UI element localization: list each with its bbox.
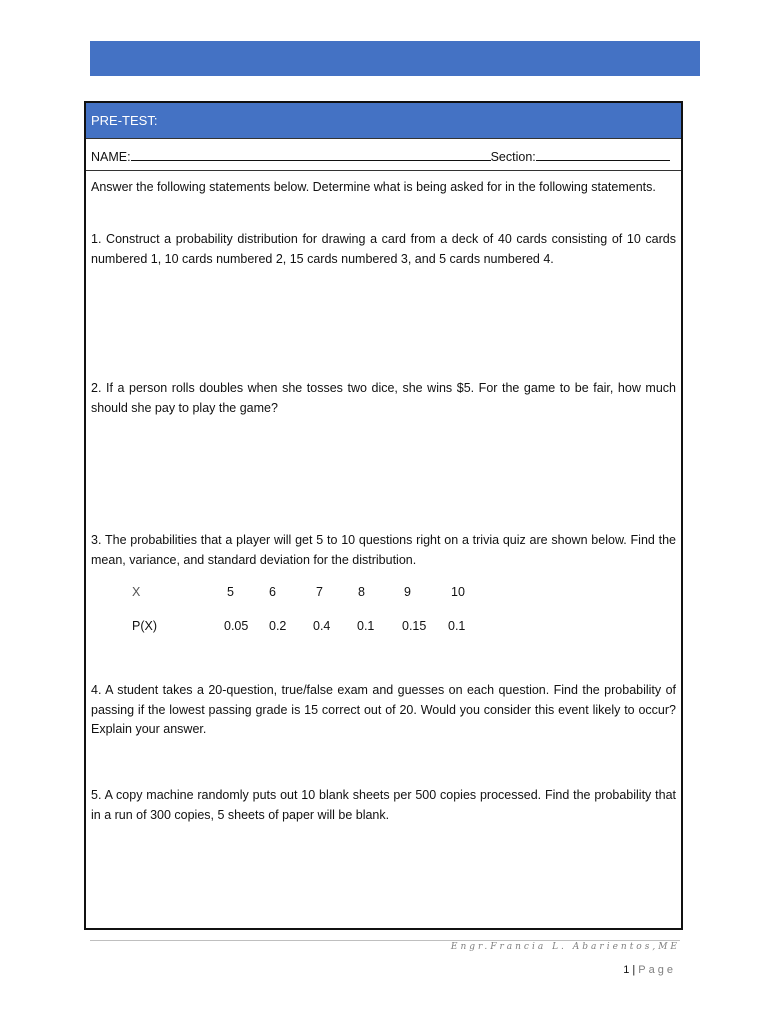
p-value: 0.1 [357, 619, 375, 633]
instructions-block [91, 178, 676, 198]
question-text: 3. The probabilities that a player will get 5 to 10 questions right on a trivia quiz are shown below. Find the mean, variance, and standard deviation for the distribution. [91, 533, 676, 567]
question-2 [91, 379, 676, 418]
top-banner [90, 41, 700, 76]
footer-page-number [623, 964, 676, 976]
question-3 [91, 531, 676, 570]
px-label: P(X) [132, 619, 157, 633]
page-separator: | [632, 964, 636, 976]
question-text: 2. If a person rolls doubles when she tosses two dice, she wins $5. For the game to be fair, how much should she pay to play the game? [91, 381, 676, 415]
x-value: 8 [358, 585, 365, 599]
x-value: 9 [404, 585, 411, 599]
question-1 [91, 230, 676, 269]
p-value: 0.4 [313, 619, 331, 633]
instructions-text: Answer the following statements below. Determine what is being asked for in the following statements. [91, 180, 656, 194]
question-text: 5. A copy machine randomly puts out 10 blank sheets per 500 copies processed. Find the probability that in a run of 300 copies, 5 sheets of paper will be blank. [91, 788, 676, 822]
divider [86, 170, 681, 171]
footer-divider [90, 940, 680, 941]
question-4 [91, 681, 676, 740]
p-value: 0.15 [402, 619, 427, 633]
question-5 [91, 786, 676, 825]
section-label: Section: [490, 150, 536, 164]
x-value: 7 [316, 585, 323, 599]
name-section-line [91, 147, 676, 168]
page-word: Page [638, 964, 676, 976]
pretest-title: PRE-TEST: [91, 113, 158, 128]
pretest-header [86, 103, 681, 139]
name-label: NAME: [91, 150, 131, 164]
section-blank[interactable] [536, 147, 670, 161]
name-blank[interactable] [131, 147, 491, 161]
question-text: 4. A student takes a 20-question, true/false exam and guesses on each question. Find the probability of passing if the lowest passing grade is 15 correct out of 20. Would you consider this event likely to occur? Explain your answer. [91, 683, 676, 736]
page-number: 1 [623, 964, 630, 976]
x-value: 10 [451, 585, 465, 599]
question-text: 1. Construct a probability distribution for drawing a card from a deck of 40 cards consisting of 10 cards numbered 1, 10 cards numbered 2, 15 cards numbered 3, and 5 cards numbered 4. [91, 232, 676, 266]
x-value: 5 [227, 585, 234, 599]
p-value: 0.2 [269, 619, 287, 633]
footer-author: Engr.Francia L. Abarientos,ME [450, 942, 680, 952]
x-value: 6 [269, 585, 276, 599]
p-value: 0.1 [448, 619, 466, 633]
pretest-box [84, 101, 683, 930]
x-label: X [132, 585, 141, 599]
p-value: 0.05 [224, 619, 249, 633]
